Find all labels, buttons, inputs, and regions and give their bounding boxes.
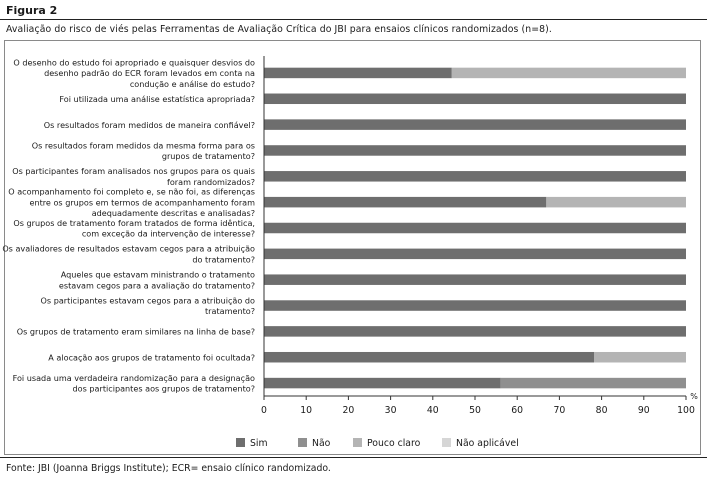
source-note: Fonte: JBI (Joanna Briggs Institute); ECR= ensaio clínico randomizado. xyxy=(6,463,331,474)
legend-label: Não xyxy=(312,438,331,449)
legend-swatch xyxy=(353,438,362,447)
x-tick-label: 100 xyxy=(677,405,695,416)
x-tick-label: 90 xyxy=(637,405,650,416)
category-label: Os resultados foram medidos da mesma forma para os xyxy=(31,140,255,151)
category-label: Foi utilizada uma análise estatística apropriada? xyxy=(59,93,255,104)
category-label: Os participantes foram analisados nos grupos para os quais xyxy=(12,166,255,177)
bar-segment xyxy=(264,145,686,156)
category-label: foram randomizados? xyxy=(167,176,255,187)
category-label: Foi usada uma verdadeira randomização para a designação xyxy=(12,372,255,383)
bar-segment xyxy=(501,378,686,389)
category-label: Os grupos de tratamento eram similares na linha de base? xyxy=(16,326,255,337)
bar-segment xyxy=(264,249,686,260)
category-label: Os grupos de tratamento foram tratados de forma idêntica, xyxy=(13,217,255,228)
x-tick-label: 80 xyxy=(595,405,608,416)
bar-segment xyxy=(264,352,594,363)
category-label: Os avaliadores de resultados estavam cegos para a atribuição xyxy=(2,243,255,254)
legend-label: Não aplicável xyxy=(456,438,519,449)
bar-segment xyxy=(264,94,686,105)
category-label: Os resultados foram medidos de maneira confiável? xyxy=(43,119,255,130)
bar-segment xyxy=(264,378,501,389)
legend-label: Pouco claro xyxy=(367,438,421,449)
category-label: O desenho do estudo foi apropriado e quaisquer desvios do xyxy=(13,57,255,68)
figure-caption: Avaliação do risco de viés pelas Ferramentas de Avaliação Crítica do JBI para ensaios clínicos randomizados (n=8). xyxy=(6,24,552,35)
legend-label: Sim xyxy=(250,438,268,449)
category-label: Os participantes estavam cegos para a atribuição do xyxy=(40,295,255,306)
category-label: tratamento? xyxy=(204,306,255,317)
x-tick-label: 40 xyxy=(426,405,439,416)
category-label: A alocação aos grupos de tratamento foi ocultada? xyxy=(48,352,255,363)
category-label: adequadamente descritas e analisadas? xyxy=(91,208,255,219)
category-label: O acompanhamento foi completo e, se não foi, as diferenças xyxy=(8,186,255,197)
x-tick-label: 70 xyxy=(553,405,566,416)
bar-segment xyxy=(264,68,452,79)
legend-swatch xyxy=(298,438,307,447)
bar-segment xyxy=(264,119,686,130)
category-label: entre os grupos em termos de acompanhamento foram xyxy=(29,197,255,208)
figure-label: Figura 2 xyxy=(6,4,58,17)
category-label: do tratamento? xyxy=(192,254,255,265)
bottom-rule xyxy=(0,457,707,458)
category-label: dos participantes aos grupos de tratamento? xyxy=(72,383,255,394)
bar-segment xyxy=(264,171,686,182)
category-label: grupos de tratamento? xyxy=(161,151,255,162)
bar-segment xyxy=(264,223,686,234)
category-label: Aqueles que estavam ministrando o tratamento xyxy=(60,269,255,280)
category-label: condução e análise do estudo? xyxy=(129,78,255,89)
bar-segment xyxy=(546,197,686,208)
category-label: desenho padrão do ECR foram levados em conta na xyxy=(44,68,255,79)
x-axis-unit: % xyxy=(690,392,698,401)
bar-segment xyxy=(264,274,686,285)
x-tick-label: 60 xyxy=(511,405,524,416)
category-label: com exceção da intervenção de interesse? xyxy=(81,228,255,239)
bar-segment xyxy=(264,326,686,337)
bar-segment xyxy=(264,197,546,208)
x-tick-label: 50 xyxy=(469,405,481,416)
x-tick-label: 30 xyxy=(384,405,397,416)
x-tick-label: 0 xyxy=(261,405,267,416)
bar-segment xyxy=(264,300,686,311)
legend-swatch xyxy=(442,438,451,447)
bar-segment xyxy=(452,68,686,79)
bar-segment xyxy=(594,352,686,363)
category-label: estavam cegos para a avaliação do tratamento? xyxy=(58,280,255,291)
x-tick-label: 10 xyxy=(300,405,313,416)
x-tick-label: 20 xyxy=(342,405,355,416)
legend-swatch xyxy=(236,438,245,447)
